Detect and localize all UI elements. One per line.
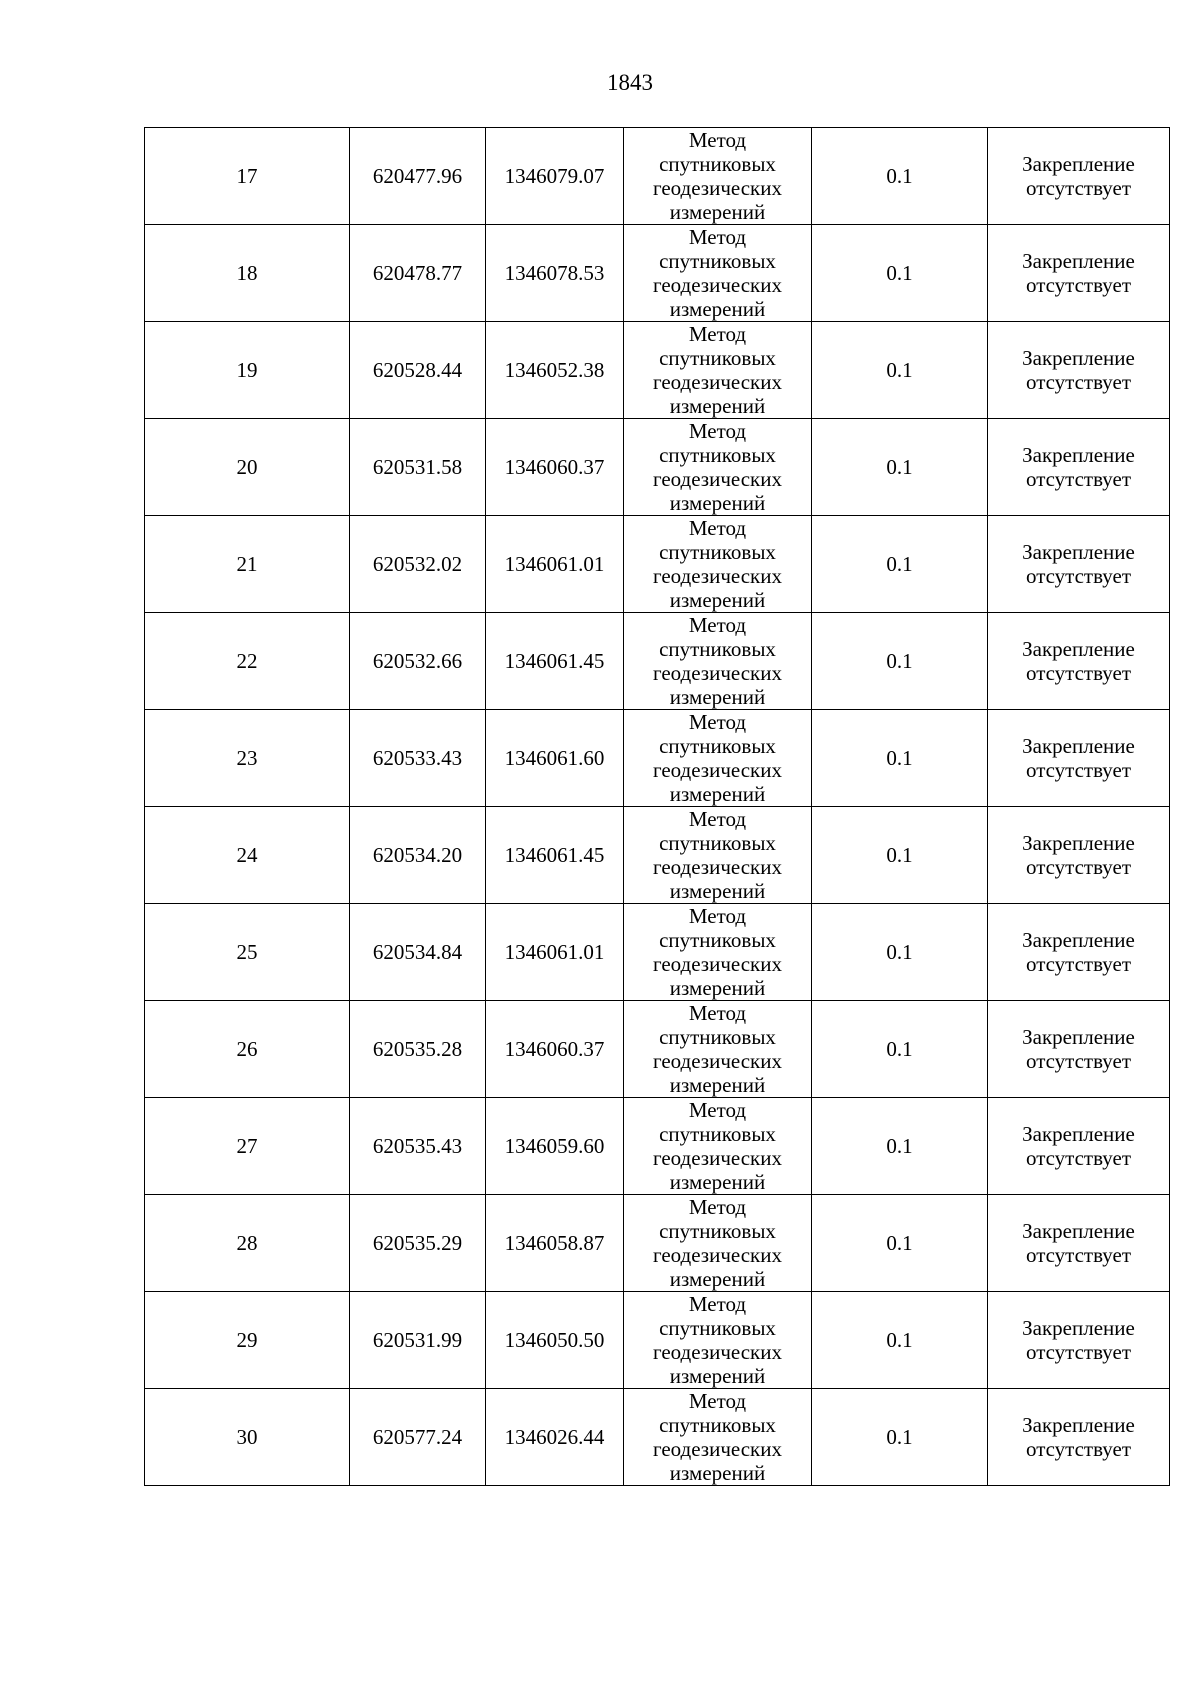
x-coordinate-cell: 620532.66 xyxy=(350,613,486,710)
method-line: спутниковых xyxy=(659,1025,776,1049)
method-line: геодезических xyxy=(652,273,782,297)
method-line: спутниковых xyxy=(659,1122,776,1146)
fixing-cell xyxy=(988,613,1170,710)
accuracy-cell: 0.1 xyxy=(812,1389,988,1486)
accuracy-cell: 0.1 xyxy=(812,128,988,225)
fixing-line: Закрепление xyxy=(1022,152,1135,176)
x-coordinate-cell: 620535.29 xyxy=(350,1195,486,1292)
method-line: спутниковых xyxy=(659,928,776,952)
fixing-cell xyxy=(988,128,1170,225)
point-number-cell: 28 xyxy=(145,1195,350,1292)
method-line: измерений xyxy=(669,685,766,709)
method-line: измерений xyxy=(669,879,766,903)
fixing-line: Закрепление xyxy=(1022,1413,1135,1437)
accuracy-cell: 0.1 xyxy=(812,1195,988,1292)
method-line: Метод xyxy=(688,225,747,249)
method-line: измерений xyxy=(669,1267,766,1291)
accuracy-cell: 0.1 xyxy=(812,807,988,904)
x-coordinate-cell: 620477.96 xyxy=(350,128,486,225)
method-line: Метод xyxy=(688,710,747,734)
accuracy-cell: 0.1 xyxy=(812,1292,988,1389)
method-line: Метод xyxy=(688,613,747,637)
method-line: геодезических xyxy=(652,855,782,879)
method-line: измерений xyxy=(669,200,766,224)
fixing-line: отсутствует xyxy=(1025,1049,1132,1073)
table-row xyxy=(145,1195,1170,1292)
y-coordinate-cell: 1346061.60 xyxy=(486,710,624,807)
point-number-cell: 25 xyxy=(145,904,350,1001)
fixing-cell xyxy=(988,1098,1170,1195)
x-coordinate-cell: 620531.58 xyxy=(350,419,486,516)
method-line: спутниковых xyxy=(659,1219,776,1243)
method-line: Метод xyxy=(688,1001,747,1025)
table-row xyxy=(145,1292,1170,1389)
method-line: измерений xyxy=(669,976,766,1000)
fixing-cell xyxy=(988,516,1170,613)
method-line: Метод xyxy=(688,904,747,928)
x-coordinate-cell: 620535.43 xyxy=(350,1098,486,1195)
fixing-line: отсутствует xyxy=(1025,1340,1132,1364)
method-cell xyxy=(624,1098,812,1195)
y-coordinate-cell: 1346061.45 xyxy=(486,807,624,904)
method-line: измерений xyxy=(669,1364,766,1388)
fixing-cell xyxy=(988,1292,1170,1389)
fixing-line: Закрепление xyxy=(1022,540,1135,564)
table-row xyxy=(145,1001,1170,1098)
fixing-cell xyxy=(988,1195,1170,1292)
method-line: Метод xyxy=(688,516,747,540)
fixing-line: Закрепление xyxy=(1022,831,1135,855)
y-coordinate-cell: 1346052.38 xyxy=(486,322,624,419)
method-cell xyxy=(624,1195,812,1292)
method-cell xyxy=(624,904,812,1001)
method-line: Метод xyxy=(688,128,747,152)
fixing-line: Закрепление xyxy=(1022,249,1135,273)
table-row xyxy=(145,322,1170,419)
method-cell xyxy=(624,128,812,225)
point-number-cell: 26 xyxy=(145,1001,350,1098)
fixing-line: Закрепление xyxy=(1022,734,1135,758)
accuracy-cell: 0.1 xyxy=(812,710,988,807)
table-row xyxy=(145,516,1170,613)
fixing-line: отсутствует xyxy=(1025,564,1132,588)
method-line: геодезических xyxy=(652,370,782,394)
y-coordinate-cell: 1346061.01 xyxy=(486,516,624,613)
table-row xyxy=(145,904,1170,1001)
y-coordinate-cell: 1346026.44 xyxy=(486,1389,624,1486)
method-cell xyxy=(624,1001,812,1098)
fixing-line: Закрепление xyxy=(1022,346,1135,370)
y-coordinate-cell: 1346059.60 xyxy=(486,1098,624,1195)
method-line: геодезических xyxy=(652,1437,782,1461)
fixing-cell xyxy=(988,322,1170,419)
accuracy-cell: 0.1 xyxy=(812,1098,988,1195)
x-coordinate-cell: 620533.43 xyxy=(350,710,486,807)
table-body xyxy=(145,128,1170,1486)
method-line: измерений xyxy=(669,782,766,806)
point-number-cell: 18 xyxy=(145,225,350,322)
fixing-line: Закрепление xyxy=(1022,1316,1135,1340)
method-line: Метод xyxy=(688,1098,747,1122)
method-line: Метод xyxy=(688,322,747,346)
point-number-cell: 22 xyxy=(145,613,350,710)
method-line: спутниковых xyxy=(659,734,776,758)
accuracy-cell: 0.1 xyxy=(812,322,988,419)
accuracy-cell: 0.1 xyxy=(812,516,988,613)
fixing-line: отсутствует xyxy=(1025,1146,1132,1170)
method-line: геодезических xyxy=(652,467,782,491)
point-number-cell: 19 xyxy=(145,322,350,419)
method-line: Метод xyxy=(688,1195,747,1219)
fixing-line: отсутствует xyxy=(1025,855,1132,879)
x-coordinate-cell: 620531.99 xyxy=(350,1292,486,1389)
method-cell xyxy=(624,225,812,322)
x-coordinate-cell: 620534.84 xyxy=(350,904,486,1001)
method-cell xyxy=(624,516,812,613)
method-cell xyxy=(624,613,812,710)
method-line: геодезических xyxy=(652,758,782,782)
method-line: Метод xyxy=(688,419,747,443)
accuracy-cell: 0.1 xyxy=(812,225,988,322)
method-line: спутниковых xyxy=(659,1413,776,1437)
method-line: измерений xyxy=(669,491,766,515)
point-number-cell: 20 xyxy=(145,419,350,516)
accuracy-cell: 0.1 xyxy=(812,419,988,516)
point-number-cell: 17 xyxy=(145,128,350,225)
method-line: спутниковых xyxy=(659,152,776,176)
method-line: геодезических xyxy=(652,1049,782,1073)
table-row xyxy=(145,710,1170,807)
fixing-line: отсутствует xyxy=(1025,1243,1132,1267)
fixing-line: Закрепление xyxy=(1022,443,1135,467)
method-line: Метод xyxy=(688,1389,747,1413)
method-line: Метод xyxy=(688,807,747,831)
method-line: геодезических xyxy=(652,1340,782,1364)
accuracy-cell: 0.1 xyxy=(812,1001,988,1098)
fixing-cell xyxy=(988,1001,1170,1098)
method-line: спутниковых xyxy=(659,443,776,467)
fixing-line: Закрепление xyxy=(1022,637,1135,661)
fixing-line: Закрепление xyxy=(1022,1025,1135,1049)
fixing-line: Закрепление xyxy=(1022,1219,1135,1243)
method-line: измерений xyxy=(669,297,766,321)
y-coordinate-cell: 1346058.87 xyxy=(486,1195,624,1292)
method-cell xyxy=(624,322,812,419)
fixing-cell xyxy=(988,1389,1170,1486)
table-row xyxy=(145,807,1170,904)
fixing-line: отсутствует xyxy=(1025,273,1132,297)
method-line: спутниковых xyxy=(659,831,776,855)
method-cell xyxy=(624,1292,812,1389)
fixing-cell xyxy=(988,710,1170,807)
method-line: геодезических xyxy=(652,661,782,685)
x-coordinate-cell: 620534.20 xyxy=(350,807,486,904)
method-line: спутниковых xyxy=(659,249,776,273)
table-row xyxy=(145,419,1170,516)
y-coordinate-cell: 1346060.37 xyxy=(486,419,624,516)
x-coordinate-cell: 620577.24 xyxy=(350,1389,486,1486)
point-number-cell: 24 xyxy=(145,807,350,904)
point-number-cell: 29 xyxy=(145,1292,350,1389)
fixing-cell xyxy=(988,225,1170,322)
method-line: спутниковых xyxy=(659,1316,776,1340)
point-number-cell: 27 xyxy=(145,1098,350,1195)
fixing-line: Закрепление xyxy=(1022,1122,1135,1146)
y-coordinate-cell: 1346060.37 xyxy=(486,1001,624,1098)
method-line: измерений xyxy=(669,1170,766,1194)
method-cell xyxy=(624,710,812,807)
fixing-cell xyxy=(988,904,1170,1001)
table-row xyxy=(145,613,1170,710)
method-line: измерений xyxy=(669,1073,766,1097)
coordinates-table xyxy=(144,127,1170,1486)
y-coordinate-cell: 1346061.45 xyxy=(486,613,624,710)
y-coordinate-cell: 1346079.07 xyxy=(486,128,624,225)
method-line: спутниковых xyxy=(659,346,776,370)
fixing-line: отсутствует xyxy=(1025,758,1132,782)
fixing-line: отсутствует xyxy=(1025,370,1132,394)
page-number: 1843 xyxy=(607,70,653,95)
fixing-line: отсутствует xyxy=(1025,952,1132,976)
method-line: измерений xyxy=(669,1461,766,1485)
x-coordinate-cell: 620478.77 xyxy=(350,225,486,322)
method-line: измерений xyxy=(669,588,766,612)
method-line: геодезических xyxy=(652,1243,782,1267)
x-coordinate-cell: 620532.02 xyxy=(350,516,486,613)
method-line: спутниковых xyxy=(659,637,776,661)
x-coordinate-cell: 620535.28 xyxy=(350,1001,486,1098)
fixing-cell xyxy=(988,807,1170,904)
point-number-cell: 21 xyxy=(145,516,350,613)
method-cell xyxy=(624,1389,812,1486)
y-coordinate-cell: 1346078.53 xyxy=(486,225,624,322)
table-row xyxy=(145,1098,1170,1195)
fixing-line: отсутствует xyxy=(1025,661,1132,685)
method-line: геодезических xyxy=(652,564,782,588)
accuracy-cell: 0.1 xyxy=(812,613,988,710)
y-coordinate-cell: 1346050.50 xyxy=(486,1292,624,1389)
method-cell xyxy=(624,419,812,516)
fixing-line: отсутствует xyxy=(1025,1437,1132,1461)
method-line: геодезических xyxy=(652,176,782,200)
fixing-line: отсутствует xyxy=(1025,176,1132,200)
fixing-line: Закрепление xyxy=(1022,928,1135,952)
point-number-cell: 30 xyxy=(145,1389,350,1486)
y-coordinate-cell: 1346061.01 xyxy=(486,904,624,1001)
x-coordinate-cell: 620528.44 xyxy=(350,322,486,419)
table-row xyxy=(145,225,1170,322)
method-line: геодезических xyxy=(652,1146,782,1170)
point-number-cell: 23 xyxy=(145,710,350,807)
table-row xyxy=(145,128,1170,225)
method-line: Метод xyxy=(688,1292,747,1316)
accuracy-cell: 0.1 xyxy=(812,904,988,1001)
fixing-cell xyxy=(988,419,1170,516)
method-cell xyxy=(624,807,812,904)
table-row xyxy=(145,1389,1170,1486)
method-line: геодезических xyxy=(652,952,782,976)
fixing-line: отсутствует xyxy=(1025,467,1132,491)
method-line: измерений xyxy=(669,394,766,418)
method-line: спутниковых xyxy=(659,540,776,564)
